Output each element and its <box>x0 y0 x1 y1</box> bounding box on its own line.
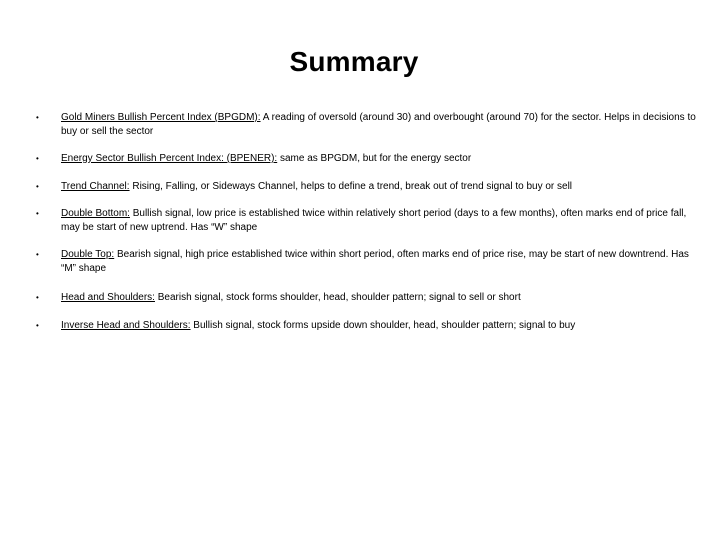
bullet-text: Bullish signal, low price is established twice within relatively short period (days to a few months), often marks end of price fall, may be start of new uptrend. Has “W” shape <box>61 208 687 233</box>
bullet-text: A reading of oversold (around 30) and overbought (around 70) for the sector. Helps in decisions to buy or sell the sector <box>61 112 696 137</box>
bullet-dot-icon: • <box>36 154 39 163</box>
bullet-text: Bearish signal, stock forms shoulder, head, shoulder pattern; signal to sell or short <box>154 292 521 303</box>
bullet-dot-icon: • <box>36 209 39 218</box>
bullet-term: Double Bottom: <box>61 208 130 219</box>
bullet-term: Energy Sector Bullish Percent Index: (BPENER): <box>61 153 278 164</box>
bullet-text: same as BPGDM, but for the energy sector <box>277 153 472 164</box>
bullet-item-bpener <box>36 152 700 166</box>
bullet-dot-icon: • <box>36 113 39 122</box>
bullet-dot-icon: • <box>36 182 39 191</box>
bullet-term: Inverse Head and Shoulders: <box>61 320 191 331</box>
bullet-dot-icon: • <box>36 321 39 330</box>
bullet-term: Gold Miners Bullish Percent Index (BPGDM): <box>61 112 261 123</box>
bullet-item-head-and-shoulders <box>36 291 700 305</box>
bullet-item-double-bottom <box>36 207 700 235</box>
bullet-list <box>36 111 700 333</box>
bullet-text: Bearish signal, high price established twice within short period, often marks end of price rise, may be start of new downtrend. Has “M” shape <box>61 249 689 274</box>
bullet-term: Trend Channel: <box>61 181 130 192</box>
bullet-item-inverse-head-and-shoulders <box>36 319 700 333</box>
bullet-dot-icon: • <box>36 293 39 302</box>
bullet-dot-icon: • <box>36 250 39 259</box>
bullet-item-double-top <box>36 248 700 276</box>
bullet-item-bpgdm <box>36 111 700 139</box>
bullet-text: Rising, Falling, or Sideways Channel, helps to define a trend, break out of trend signal to buy or sell <box>129 181 573 192</box>
slide-title: Summary <box>289 46 419 77</box>
bullet-term: Head and Shoulders: <box>61 292 155 303</box>
bullet-item-trend-channel <box>36 180 700 194</box>
bullet-term: Double Top: <box>61 249 115 260</box>
bullet-text: Bullish signal, stock forms upside down shoulder, head, shoulder pattern; signal to buy <box>190 320 576 331</box>
